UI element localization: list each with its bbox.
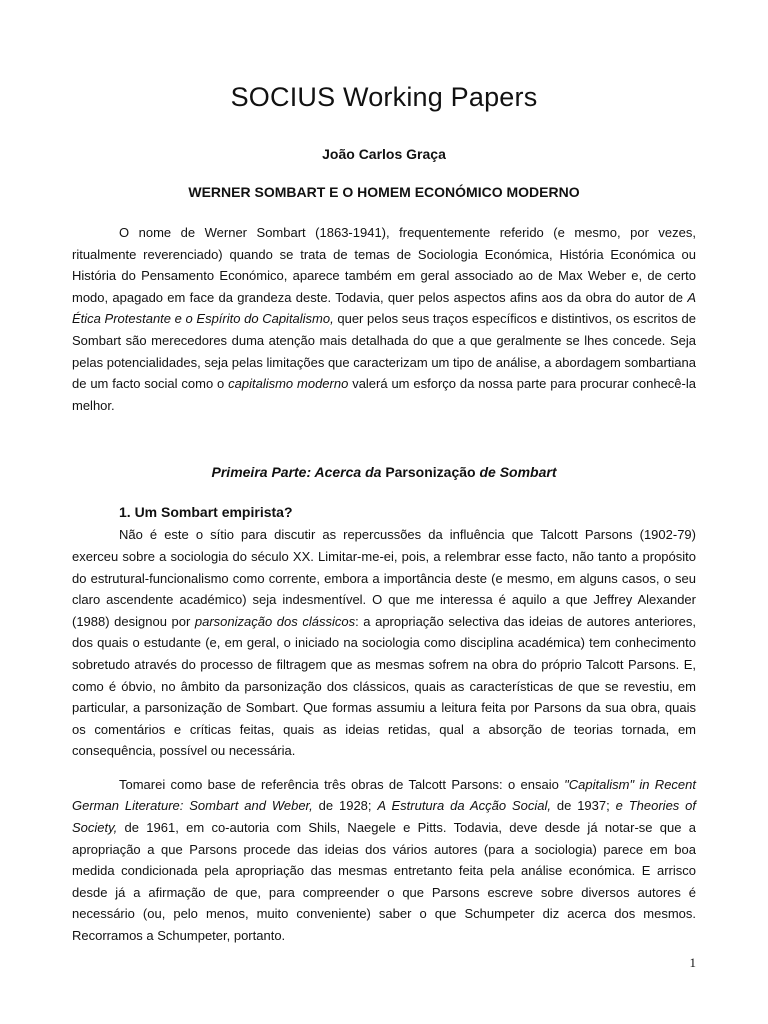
document-title: WERNER SOMBART E O HOMEM ECONÓMICO MODERNO	[188, 184, 580, 200]
series-title: SOCIUS Working Papers	[230, 82, 538, 112]
author-name: João Carlos Graça	[322, 146, 446, 162]
part-heading: Primeira Parte: Acerca da Parsonização de Sombart	[211, 464, 557, 481]
section-heading: 1. Um Sombart empirista?	[119, 504, 293, 521]
section-paragraph-1: Não é este o sítio para discutir as repercussões da influência que Talcott Parsons (1902-79) exerceu sobre a sociologia do século XX. Limitar-me-ei, pois, a relembrar esse facto, não tanto a propósito do estrutural-funcionalismo como corrente, embora a importância deste (e mesmo, em alguns casos, o seu claro ascendente académico) seja indesmentível. O que me interessa é aquilo a que Jeffrey Alexander (1988) designou por parsonização dos clássicos: a apropriação selectiva das ideias de autores anteriores, dos quais o estudante (e, em geral, o iniciado na sociologia como disciplina académica) tem conhecimento sobretudo através do processo de filtragem que as mesmas sofrem na obra do próprio Talcott Parsons. E, como é óbvio, no âmbito da parsonização dos clássicos, quais as características de que se revestiu, em particular, a parsonização de Sombart. Que formas assumiu a leitura feita por Parsons da sua obra, quais os comentários e críticas feitas, quais as ideias retidas, qual a absorção de teorias tornada, em consequência, possível ou necessária.	[72, 527, 697, 759]
section-paragraph-2: Tomarei como base de referência três obras de Talcott Parsons: o ensaio "Capitalism" in Recent German Literature: Sombart and Weber, de 1928; A Estrutura da Acção Social, de 1937; e Theories of Society, de 1961, em co-autoria com Shils, Naegele e Pitts. Todavia, deve desde já notar-se que a apropriação a que Parsons procede das ideias dos vários autores (para a sociologia) parece em boa medida condicionada pela apropriação das mesmas entretanto feita pela análise económica. E arrisco desde já a afirmação de que, para compreender o que Parsons escreve sobre diversos autores é necessário (ou, pelo menos, muito conveniente) saber o que Schumpeter diz acerca dos mesmos. Recorramos a Schumpeter, portanto.	[72, 776, 697, 944]
intro-paragraph: O nome de Werner Sombart (1863-1941), frequentemente referido (e mesmo, por vezes, ritualmente reverenciado) quando se trata de temas de Sociologia Económica, História Económica ou História do Pensamento Económico, aparece também em geral associado ao de Max Weber e, de certo modo, apagado em face da grandeza deste. Todavia, quer pelos aspectos afins aos da obra do autor de A Ética Protestante e o Espírito do Capitalismo, quer pelos seus traços específicos e distintivos, os escritos de Sombart são merecedores duma atenção mais detalhada do que a que geralmente se lhes concede. Seja pelas potencialidades, seja pelas limitações que caracterizam um tipo de análise, a abordagem sombartiana de um facto social como o capitalismo moderno valerá um esforço da nossa parte para procurar conhecê-la melhor.	[72, 225, 696, 413]
page-number: 1	[689, 955, 696, 970]
